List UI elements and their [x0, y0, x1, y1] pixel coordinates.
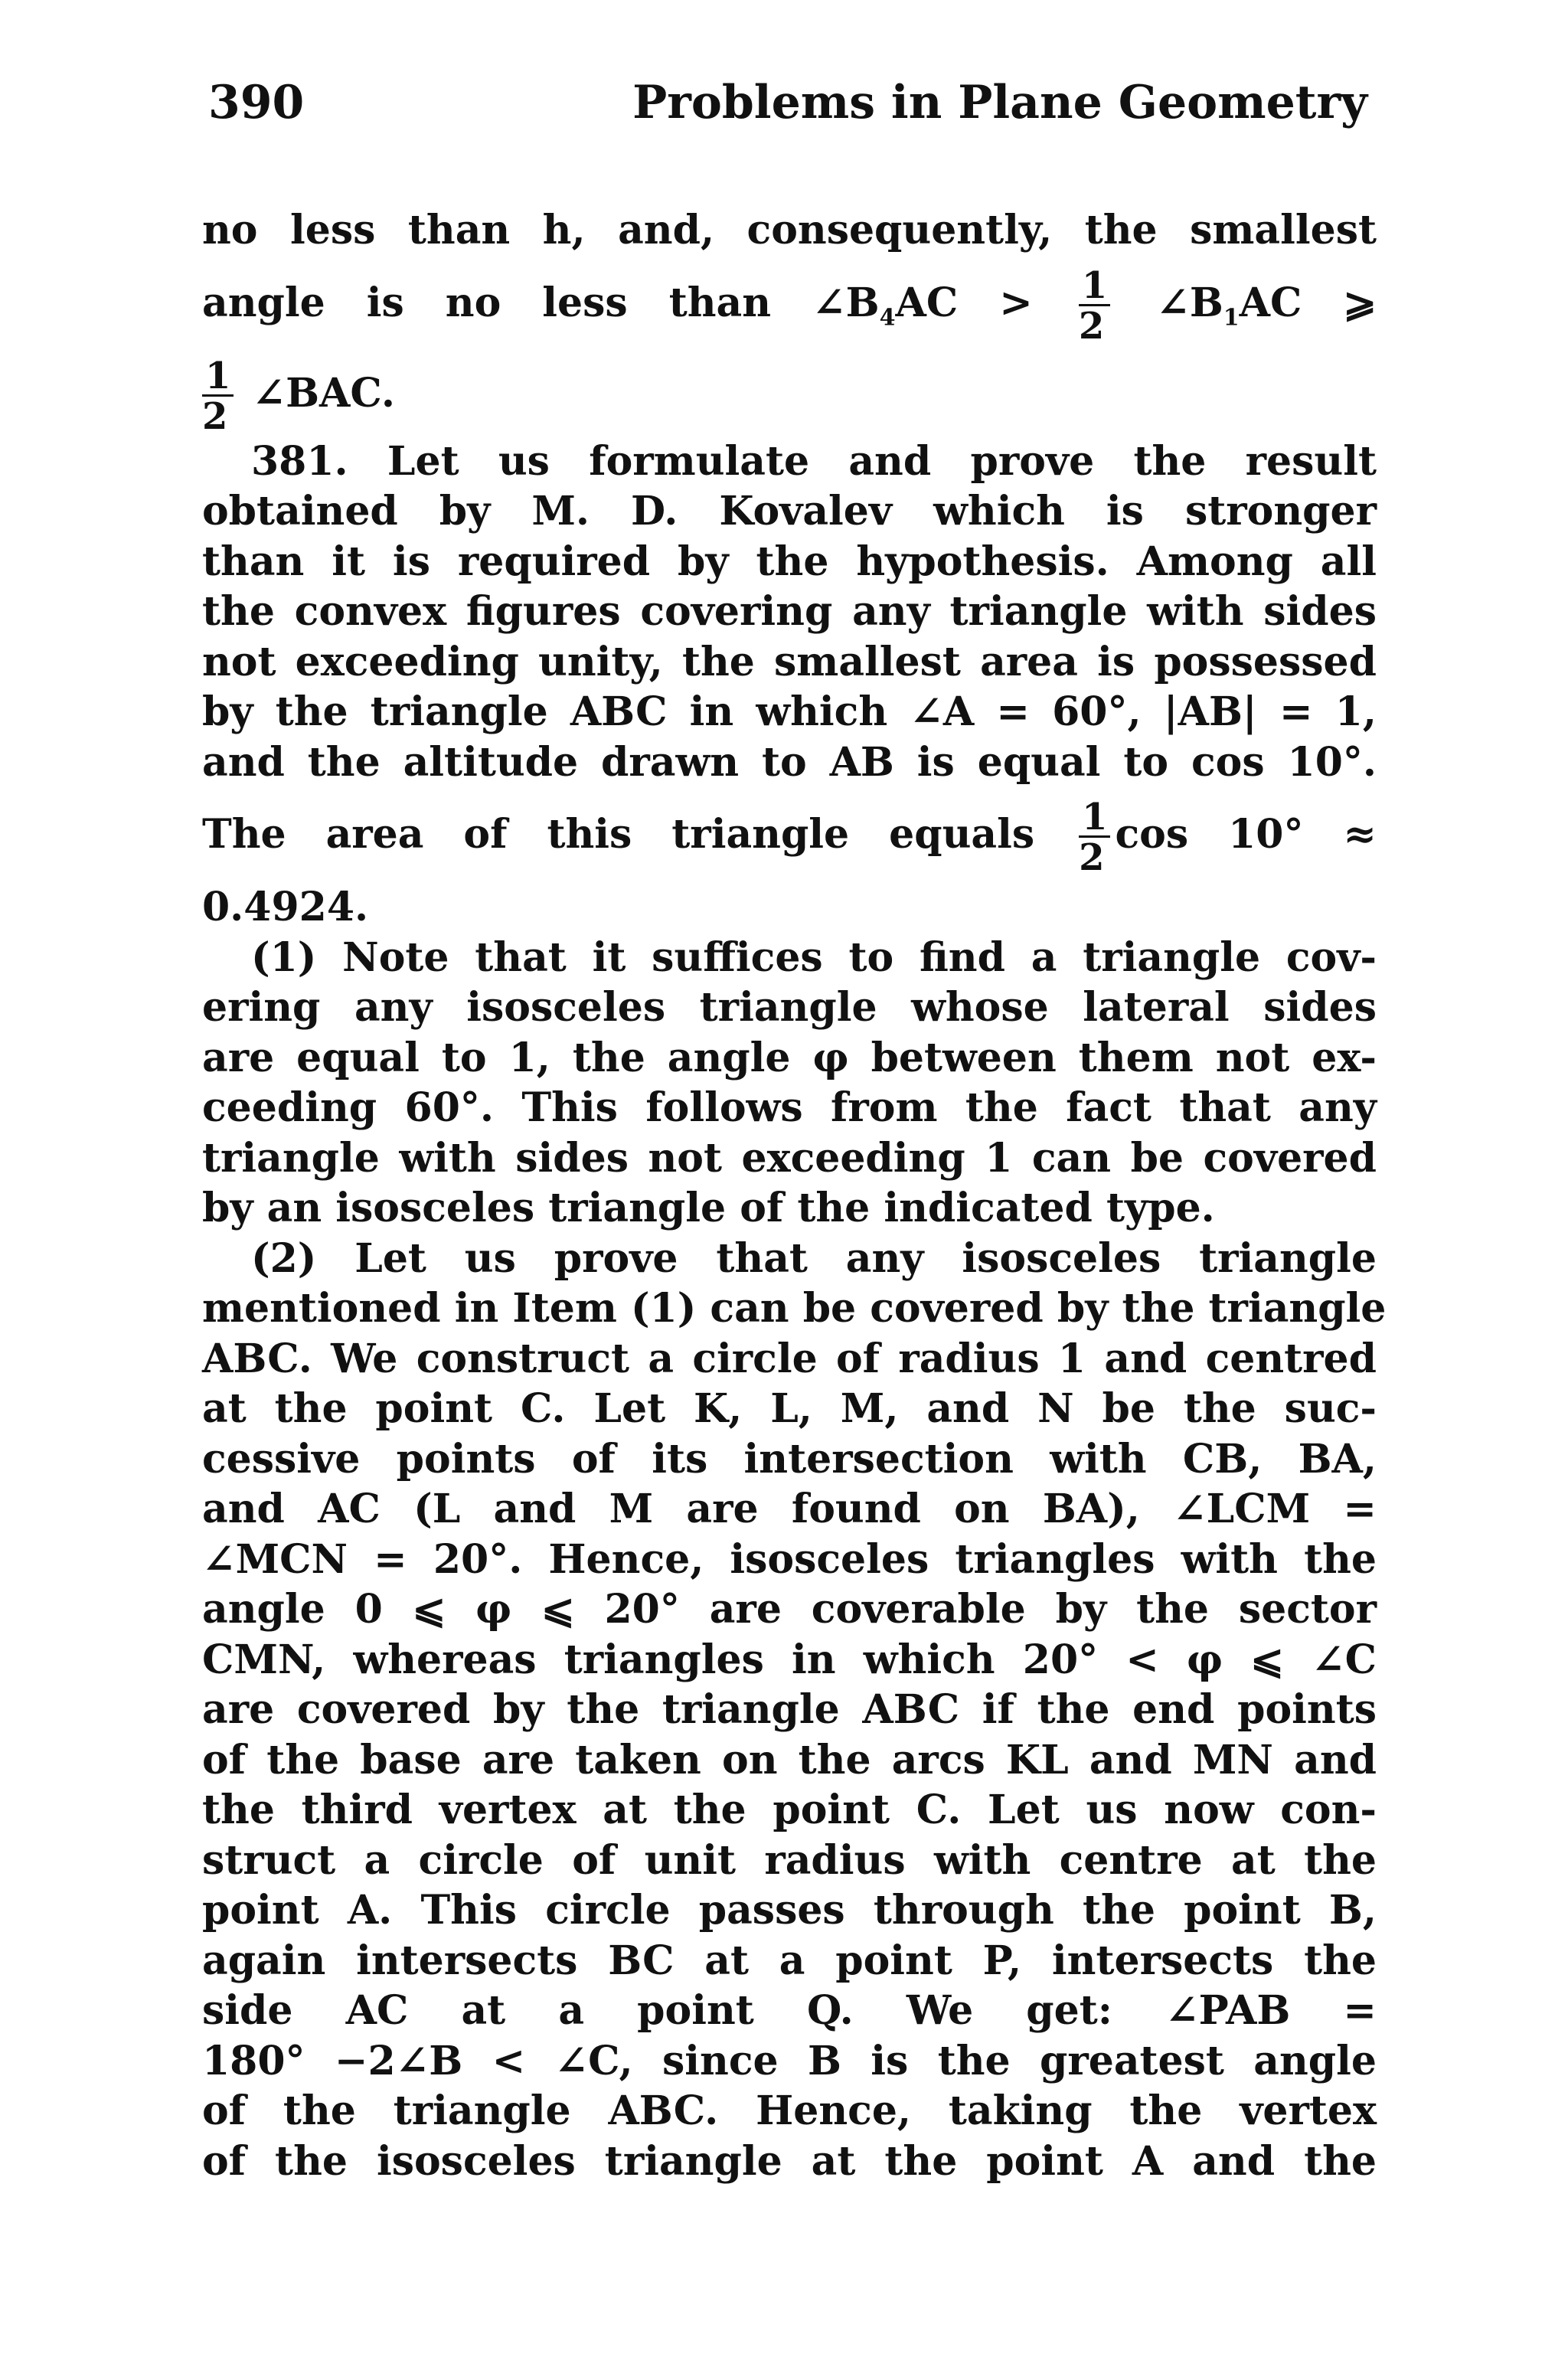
- item-1: [202, 933, 1377, 1234]
- text-line: angle 0 ⩽ φ ⩽ 20° are coverable by the sector: [202, 1586, 1377, 1633]
- text-line: ering any isosceles triangle whose lateral sides: [202, 984, 1377, 1031]
- continued-fragment: [202, 205, 1377, 436]
- text-line: 0.4924.: [202, 884, 369, 930]
- text-line: by an isosceles triangle of the indicated type.: [202, 1185, 1215, 1231]
- page-number: 390: [208, 76, 305, 129]
- text-line: of the triangle ABC. Hence, taking the vertex: [202, 2087, 1377, 2134]
- text-line: of the isosceles triangle at the point A and the: [202, 2137, 1377, 2185]
- text-line: the convex figures covering any triangle with sides: [202, 588, 1377, 635]
- text-line: point A. This circle passes through the point B,: [202, 1887, 1377, 1934]
- text-line: again intersects BC at a point P, intersects the: [202, 1937, 1377, 1984]
- text-line: of the base are taken on the arcs KL and MN and: [202, 1736, 1377, 1783]
- item-2: [202, 1234, 1387, 2187]
- text-line: 180° −2∠B < ∠C, since B is the greatest angle: [202, 2037, 1377, 2084]
- fraction-one-half: $\frac{1}{2}$: [202, 358, 234, 435]
- text-line: ceeding 60°. This follows from the fact that any: [202, 1084, 1377, 1131]
- text-line: the third vertex at the point C. Let us now con-: [202, 1787, 1377, 1833]
- text-line: (1) Note that it suffices to find a triangle cov-: [251, 933, 1377, 981]
- problem-381: [202, 436, 1377, 933]
- text-line: by the triangle ABC in which ∠A = 60°, |AB| = 1,: [202, 688, 1377, 735]
- running-title: Problems in Plane Geometry: [632, 76, 1367, 129]
- text-line: struct a circle of unit radius with centre at the: [202, 1836, 1377, 1884]
- text-line: obtained by M. D. Kovalev which is stronger: [202, 488, 1377, 535]
- text-line: are covered by the triangle ABC if the end points: [202, 1686, 1377, 1733]
- text-line: than it is required by the hypothesis. Among all: [202, 538, 1377, 585]
- fraction-one-half: $\frac{1}{2}$: [1079, 799, 1110, 876]
- text-line: CMN, whereas triangles in which 20° < φ ⩽ ∠C: [202, 1636, 1377, 1683]
- text-line: (2) Let us prove that any isosceles triangle: [251, 1234, 1377, 1282]
- text-line: cessive points of its intersection with CB, BA,: [202, 1435, 1377, 1483]
- fraction-line: $\frac{1}{2}$ ∠BAC.: [202, 354, 395, 438]
- page-header: [208, 76, 1367, 129]
- text-line: are equal to 1, the angle φ between them not ex-: [202, 1034, 1377, 1081]
- text-line: mentioned in Item (1) can be covered by the triangle: [202, 1285, 1387, 1332]
- fraction-line: The area of this triangle equals $\frac{1}{2}$ cos 10° ≈: [202, 796, 1377, 879]
- text-line: and the altitude drawn to AB is equal to cos 10°.: [202, 738, 1377, 786]
- text-line: triangle with sides not exceeding 1 can be covered: [202, 1134, 1377, 1182]
- text-line: ∠MCN = 20°. Hence, isosceles triangles with the: [202, 1535, 1377, 1583]
- page-body: [202, 205, 1387, 2186]
- fraction-one-half: $\frac{1}{2}$: [1079, 267, 1110, 345]
- text-line: 381. Let us formulate and prove the result: [251, 437, 1377, 485]
- text-line: at the point C. Let K, L, M, and N be the suc-: [202, 1385, 1377, 1432]
- fraction-line: angle is no less than $\angle B_4AC$ > $\frac{1}{2}$ $\angle B_1AC$ ⩾: [202, 263, 1377, 348]
- text-line: no less than h, and, consequently, the smallest: [202, 207, 1377, 253]
- text-line: side AC at a point Q. We get: ∠PAB =: [202, 1987, 1377, 2034]
- text-line: and AC (L and M are found on BA), ∠LCM =: [202, 1486, 1377, 1532]
- text-line: ABC. We construct a circle of radius 1 and centred: [202, 1335, 1377, 1382]
- text-line: not exceeding unity, the smallest area is possessed: [202, 638, 1377, 685]
